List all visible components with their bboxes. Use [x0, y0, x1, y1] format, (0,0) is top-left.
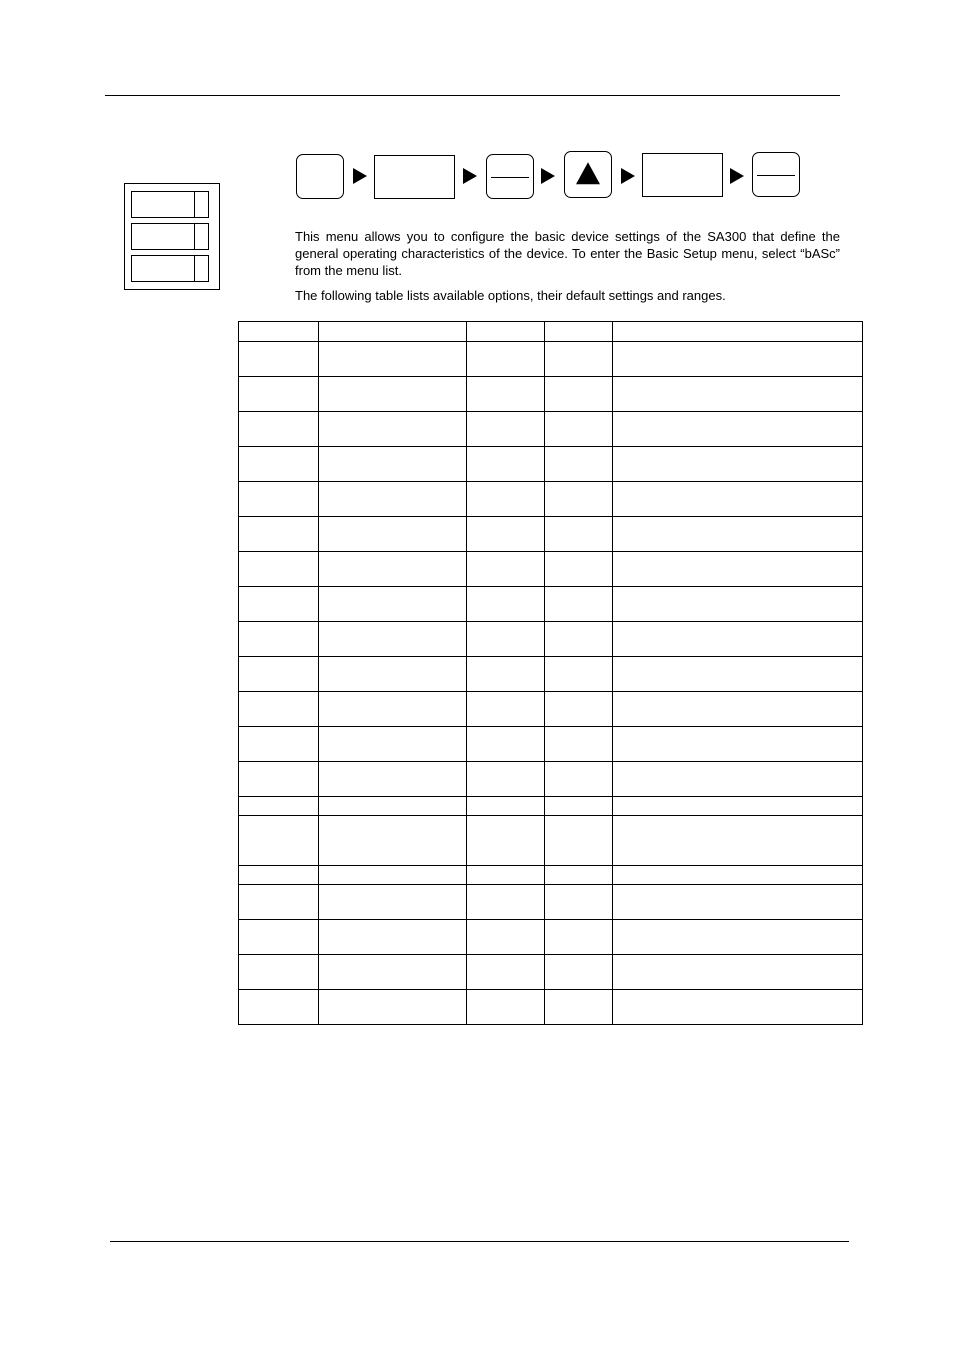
table-cell — [613, 692, 863, 727]
table-cell — [613, 587, 863, 622]
table-cell — [319, 727, 467, 762]
table-cell — [545, 517, 613, 552]
table-cell — [319, 920, 467, 955]
table-cell — [545, 955, 613, 990]
table-cell — [239, 692, 319, 727]
table-cell — [319, 692, 467, 727]
intro-paragraph: This menu allows you to configure the basic device settings of the SA300 that define the general operating characteristics of the device. To enter the Basic Setup menu, select “bASc” from the menu list. — [295, 229, 840, 278]
table-cell — [319, 797, 467, 816]
table-cell — [467, 866, 545, 885]
table-cell — [239, 990, 319, 1025]
table-cell — [545, 990, 613, 1025]
device-display — [124, 183, 220, 290]
table-cell — [545, 866, 613, 885]
table-cell — [545, 762, 613, 797]
table-cell — [319, 762, 467, 797]
table-row — [239, 342, 863, 377]
table-cell — [239, 816, 319, 866]
table-cell — [239, 552, 319, 587]
table-cell — [613, 885, 863, 920]
table-cell — [319, 517, 467, 552]
table-cell — [467, 322, 545, 342]
table-cell — [545, 552, 613, 587]
table-row — [239, 377, 863, 412]
table-cell — [239, 517, 319, 552]
table-cell — [467, 727, 545, 762]
table-cell — [467, 342, 545, 377]
table-cell — [545, 885, 613, 920]
up-triangle-icon — [576, 162, 600, 184]
basc-display — [642, 153, 723, 197]
table-row — [239, 885, 863, 920]
table-cell — [239, 885, 319, 920]
table-row — [239, 816, 863, 866]
table-cell — [319, 342, 467, 377]
table-cell — [613, 552, 863, 587]
table-cell — [613, 377, 863, 412]
table-cell — [545, 482, 613, 517]
table-cell — [545, 816, 613, 866]
table-cell — [239, 342, 319, 377]
table-cell — [613, 990, 863, 1025]
table-cell — [239, 727, 319, 762]
table-row — [239, 762, 863, 797]
table-cell — [613, 816, 863, 866]
table-cell — [319, 377, 467, 412]
arrow-right-icon — [353, 168, 367, 184]
table-cell — [467, 552, 545, 587]
table-cell — [239, 762, 319, 797]
menu-key[interactable] — [296, 154, 344, 199]
table-cell — [239, 482, 319, 517]
led-indicator — [194, 224, 208, 249]
table-row — [239, 955, 863, 990]
arrow-right-icon — [621, 168, 635, 184]
table-row — [239, 866, 863, 885]
led-indicator — [194, 192, 208, 217]
table-cell — [239, 657, 319, 692]
table-row — [239, 657, 863, 692]
table-cell — [319, 412, 467, 447]
table-cell — [467, 885, 545, 920]
table-cell — [613, 797, 863, 816]
display-row-top — [131, 191, 209, 218]
table-cell — [467, 762, 545, 797]
table-cell — [545, 587, 613, 622]
table-cell — [319, 322, 467, 342]
table-cell — [467, 990, 545, 1025]
table-cell — [467, 816, 545, 866]
select-key[interactable] — [486, 154, 534, 199]
table-cell — [239, 920, 319, 955]
table-cell — [239, 955, 319, 990]
table-cell — [545, 920, 613, 955]
enter-key[interactable] — [752, 152, 800, 197]
table-cell — [613, 342, 863, 377]
table-cell — [613, 482, 863, 517]
table-cell — [239, 866, 319, 885]
table-cell — [239, 797, 319, 816]
up-arrow-key[interactable] — [564, 151, 612, 198]
table-row — [239, 517, 863, 552]
table-cell — [467, 622, 545, 657]
table-cell — [613, 727, 863, 762]
table-row — [239, 412, 863, 447]
table-cell — [545, 657, 613, 692]
header-rule — [105, 95, 840, 96]
table-row — [239, 622, 863, 657]
table-row — [239, 482, 863, 517]
table-cell — [319, 447, 467, 482]
table-row — [239, 727, 863, 762]
table-header-row — [239, 322, 863, 342]
table-cell — [613, 517, 863, 552]
arrow-right-icon — [541, 168, 555, 184]
table-cell — [319, 657, 467, 692]
table-cell — [467, 517, 545, 552]
table-cell — [467, 482, 545, 517]
table-cell — [613, 762, 863, 797]
table-row — [239, 447, 863, 482]
table-row — [239, 990, 863, 1025]
table-cell — [545, 412, 613, 447]
table-cell — [545, 342, 613, 377]
table-intro-paragraph: The following table lists available options, their default settings and ranges. — [295, 288, 726, 303]
table-row — [239, 920, 863, 955]
table-cell — [467, 587, 545, 622]
table-cell — [545, 377, 613, 412]
table-row — [239, 587, 863, 622]
menu-list-display — [374, 155, 455, 199]
table-cell — [239, 622, 319, 657]
table-cell — [545, 622, 613, 657]
table-cell — [239, 447, 319, 482]
key-divider — [491, 177, 529, 178]
display-row-middle — [131, 223, 209, 250]
table-cell — [239, 322, 319, 342]
table-cell — [545, 322, 613, 342]
table-cell — [239, 377, 319, 412]
display-row-bottom — [131, 255, 209, 282]
table-cell — [545, 447, 613, 482]
table-cell — [319, 587, 467, 622]
table-cell — [319, 482, 467, 517]
table-cell — [467, 377, 545, 412]
table-cell — [467, 447, 545, 482]
table-cell — [319, 990, 467, 1025]
table-cell — [613, 322, 863, 342]
options-table — [238, 321, 863, 1025]
table-cell — [467, 657, 545, 692]
table-cell — [319, 866, 467, 885]
table-cell — [545, 727, 613, 762]
led-indicator — [194, 256, 208, 281]
table-cell — [467, 920, 545, 955]
arrow-right-icon — [463, 168, 477, 184]
table-cell — [467, 412, 545, 447]
table-cell — [319, 816, 467, 866]
table-cell — [319, 622, 467, 657]
table-cell — [467, 955, 545, 990]
options-table-body — [239, 322, 863, 1025]
table-cell — [613, 920, 863, 955]
table-row — [239, 797, 863, 816]
table-row — [239, 552, 863, 587]
table-cell — [613, 412, 863, 447]
table-cell — [613, 955, 863, 990]
table-cell — [467, 692, 545, 727]
table-cell — [319, 552, 467, 587]
arrow-right-icon — [730, 168, 744, 184]
table-cell — [545, 692, 613, 727]
table-row — [239, 692, 863, 727]
table-cell — [239, 587, 319, 622]
table-cell — [239, 412, 319, 447]
table-cell — [545, 797, 613, 816]
table-cell — [319, 955, 467, 990]
table-cell — [613, 447, 863, 482]
table-cell — [467, 797, 545, 816]
key-divider — [757, 175, 795, 176]
table-cell — [613, 657, 863, 692]
table-cell — [319, 885, 467, 920]
footer-rule — [110, 1241, 849, 1242]
table-cell — [613, 622, 863, 657]
table-cell — [613, 866, 863, 885]
